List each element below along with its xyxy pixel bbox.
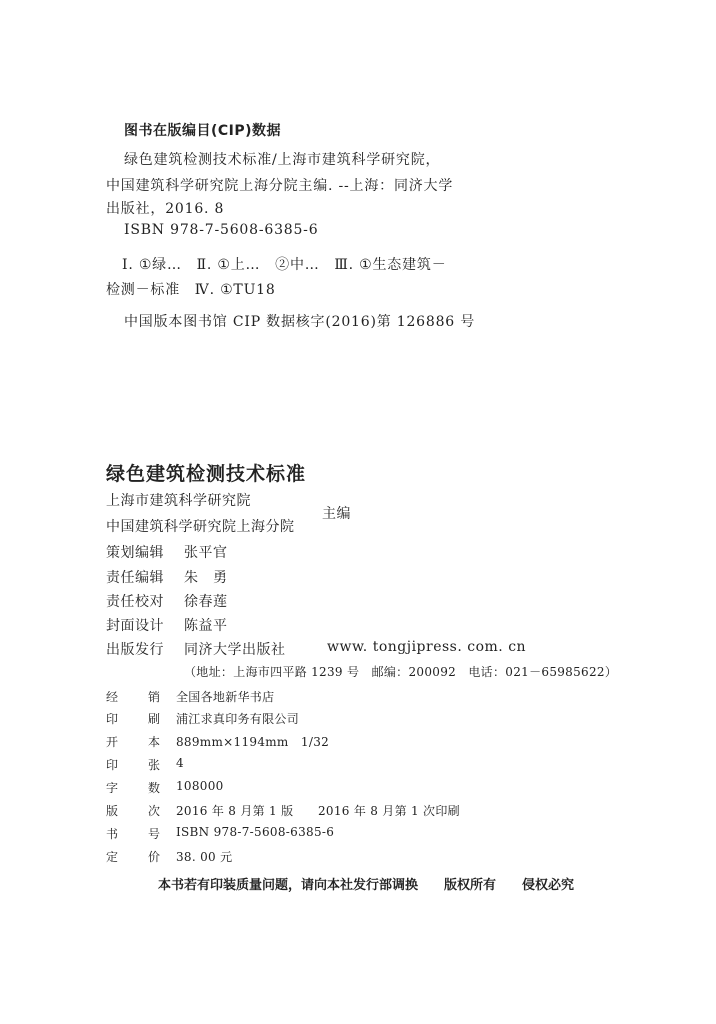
spec-row bbox=[106, 756, 566, 772]
spec-key-2: 张 bbox=[148, 758, 161, 772]
spec-value: 4 bbox=[176, 756, 184, 770]
spec-key-2: 次 bbox=[148, 804, 161, 818]
quality-notice: 本书若有印装质量问题，请向本社发行部调换 bbox=[158, 878, 419, 893]
spec-key-2: 刷 bbox=[148, 712, 161, 726]
spec-key-1: 印 bbox=[106, 712, 119, 726]
credit-label: 策划编辑 bbox=[106, 545, 164, 561]
spec-value: 2016 年 8 月第 1 版 2016 年 8 月第 1 次印刷 bbox=[176, 804, 460, 818]
spec-row bbox=[106, 848, 566, 864]
cip-subject-1: Ⅰ. ①绿… Ⅱ. ①上… ②中… Ⅲ. ①生态建筑－ bbox=[122, 257, 447, 273]
cip-title: 图书在版编目(CIP)数据 bbox=[124, 123, 282, 139]
credit-row bbox=[106, 542, 228, 562]
spec-row bbox=[106, 688, 566, 704]
spec-value: 889mm×1194mm 1/32 bbox=[176, 735, 330, 749]
publisher-label: 出版发行 bbox=[106, 642, 164, 658]
credit-value: 张平官 bbox=[184, 545, 228, 561]
credit-row bbox=[106, 567, 228, 587]
spec-key-1: 字 bbox=[106, 781, 119, 795]
spec-key-1: 版 bbox=[106, 804, 119, 818]
cip-line-1: 绿色建筑检测技术标准/上海市建筑科学研究院， bbox=[124, 152, 441, 168]
publisher-address: （地址：上海市四平路 1239 号 邮编：200092 电话：021－65985622） bbox=[184, 665, 618, 679]
cip-line-2: 中国建筑科学研究院上海分院主编. --上海：同济大学 bbox=[106, 178, 454, 194]
spec-value: ISBN 978-7-5608-6385-6 bbox=[176, 825, 335, 839]
spec-key-2: 销 bbox=[148, 690, 161, 704]
spec-key-2: 号 bbox=[148, 827, 161, 841]
footer-notice bbox=[158, 874, 600, 893]
spec-value: 108000 bbox=[176, 779, 224, 793]
spec-value: 浦江求真印务有限公司 bbox=[176, 712, 300, 726]
rights-notice: 版权所有 bbox=[444, 878, 497, 893]
editor-role: 主编 bbox=[322, 506, 351, 522]
credit-label: 责任校对 bbox=[106, 594, 164, 610]
spec-key-2: 数 bbox=[148, 781, 161, 795]
credit-value: 陈益平 bbox=[184, 618, 228, 634]
spec-key-1: 印 bbox=[106, 758, 119, 772]
spec-row bbox=[106, 825, 566, 841]
cip-isbn: ISBN 978-7-5608-6385-6 bbox=[124, 222, 319, 238]
spec-key-1: 经 bbox=[106, 690, 119, 704]
spec-key-2: 本 bbox=[148, 735, 161, 749]
cip-number: 中国版本图书馆 CIP 数据核字(2016)第 126886 号 bbox=[124, 314, 476, 330]
credit-label: 封面设计 bbox=[106, 618, 164, 634]
publisher-url: www. tongjipress. com. cn bbox=[327, 639, 527, 655]
spec-key-2: 价 bbox=[148, 850, 161, 864]
credit-row bbox=[106, 591, 228, 611]
spec-key-1: 定 bbox=[106, 850, 119, 864]
spec-key-1: 开 bbox=[106, 735, 119, 749]
editor-2: 中国建筑科学研究院上海分院 bbox=[106, 519, 295, 535]
cip-subject-2: 检测－标准 Ⅳ. ①TU18 bbox=[106, 282, 276, 298]
credit-value: 徐春莲 bbox=[184, 594, 228, 610]
credit-label: 责任编辑 bbox=[106, 570, 164, 586]
spec-value: 38. 00 元 bbox=[176, 850, 233, 864]
spec-key-1: 书 bbox=[106, 827, 119, 841]
editor-1: 上海市建筑科学研究院 bbox=[106, 493, 251, 509]
book-title: 绿色建筑检测技术标准 bbox=[106, 463, 307, 485]
spec-row bbox=[106, 779, 566, 795]
piracy-notice: 侵权必究 bbox=[522, 878, 575, 893]
cip-line-3: 出版社，2016. 8 bbox=[106, 201, 225, 217]
publisher-name: 同济大学出版社 bbox=[184, 642, 286, 658]
spec-row bbox=[106, 733, 566, 749]
spec-row bbox=[106, 802, 566, 818]
publisher-row bbox=[106, 639, 286, 659]
credit-value: 朱 勇 bbox=[184, 570, 228, 586]
credit-row bbox=[106, 615, 228, 635]
spec-row bbox=[106, 710, 566, 726]
spec-value: 全国各地新华书店 bbox=[176, 690, 275, 704]
